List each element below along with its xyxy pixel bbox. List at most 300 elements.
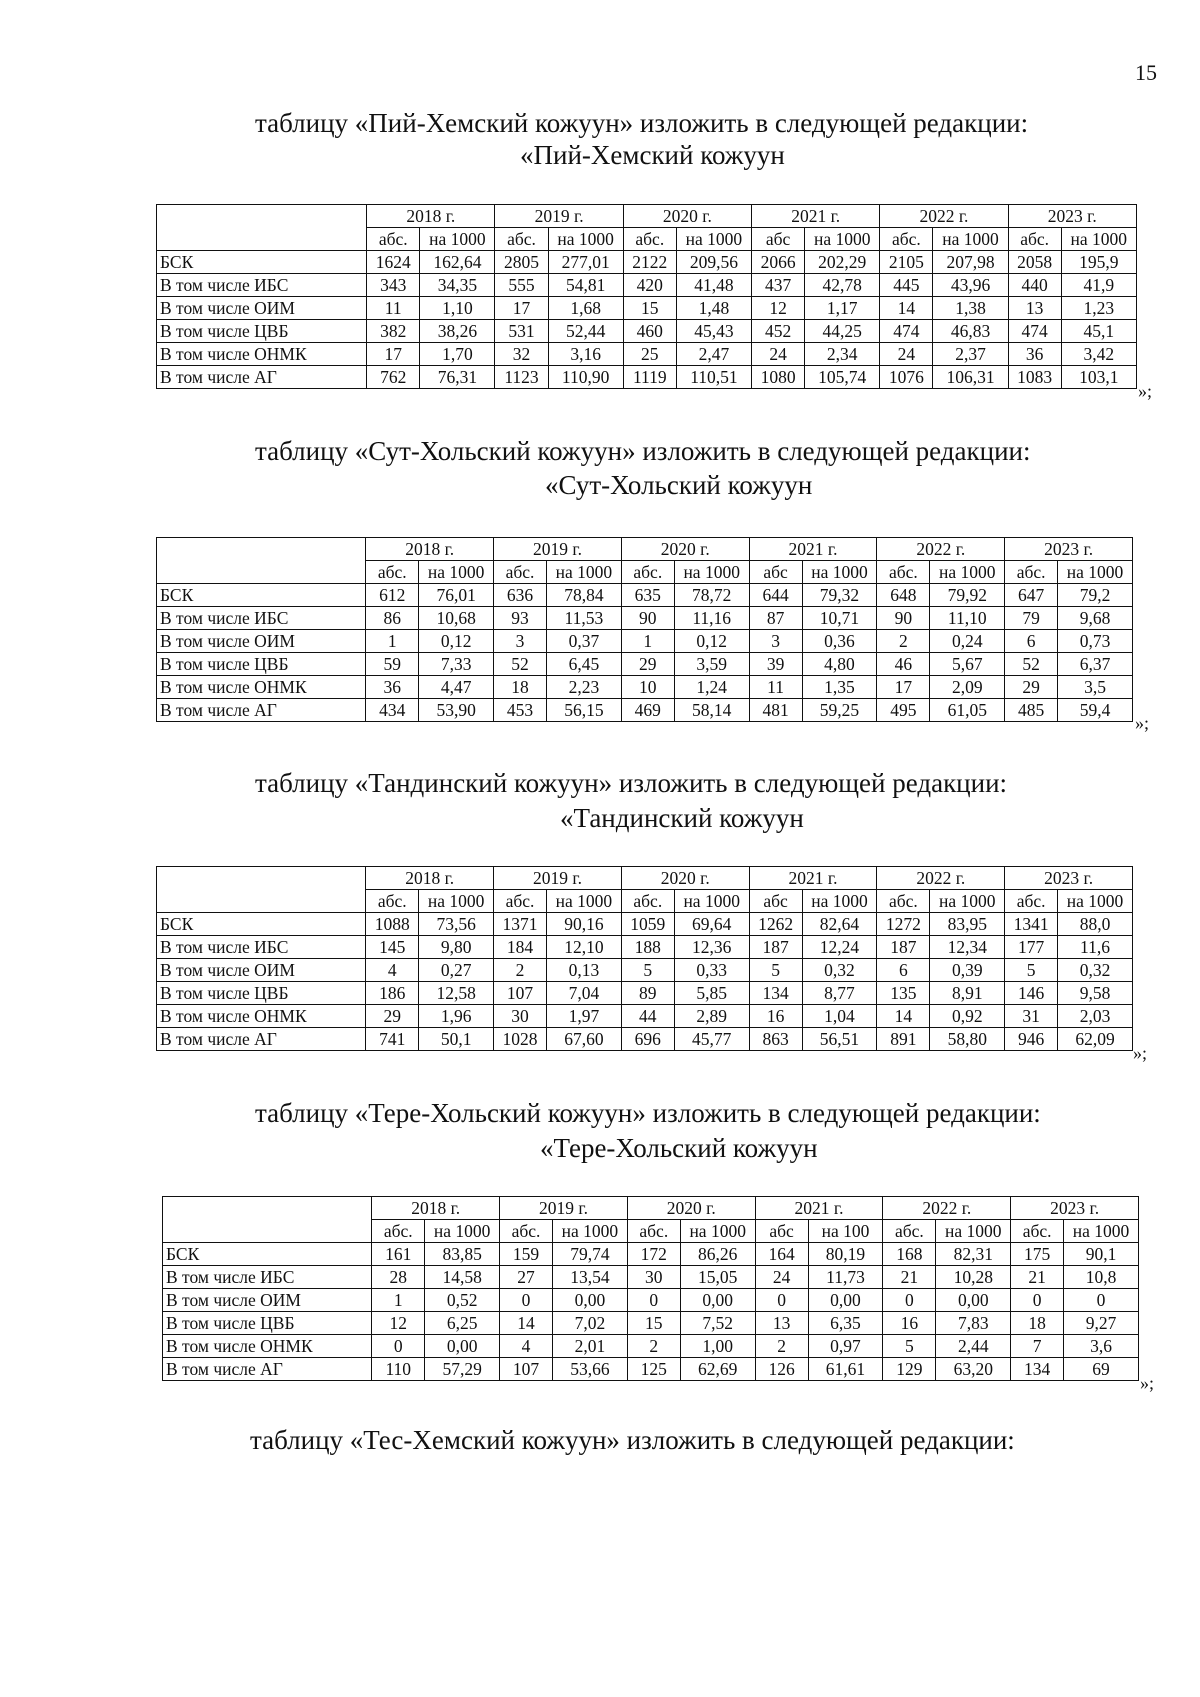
table-cell: 0 xyxy=(1011,1289,1064,1312)
table-cell: 24 xyxy=(880,343,933,366)
table-cell: 103,1 xyxy=(1061,366,1136,389)
table-cell: 11 xyxy=(749,676,802,699)
table-cell: 32 xyxy=(495,343,548,366)
section-intro: таблицу «Тес-Хемский кожуун» изложить в следующей редакции: xyxy=(250,1425,1015,1455)
table-cell: 2,03 xyxy=(1058,1005,1133,1028)
table-cell: 86 xyxy=(366,607,419,630)
table-cell: 1059 xyxy=(621,913,674,936)
table-row xyxy=(157,1028,1133,1051)
table-cell: 187 xyxy=(749,936,802,959)
table-cell: 1,96 xyxy=(419,1005,494,1028)
year-header: 2022 г. xyxy=(877,538,1005,561)
section-heading: «Пий-Хемский кожуун xyxy=(520,140,785,170)
row-label: В том числе ОИМ xyxy=(163,1289,372,1312)
table-cell: 14 xyxy=(877,1005,930,1028)
column-subheader: на 1000 xyxy=(1061,228,1136,251)
table-cell: 107 xyxy=(500,1358,553,1381)
table-cell: 36 xyxy=(366,676,419,699)
column-subheader: абс. xyxy=(1008,228,1061,251)
table-cell: 110,90 xyxy=(548,366,623,389)
table-cell: 0,12 xyxy=(674,630,749,653)
table-row xyxy=(157,630,1133,653)
table-cell: 209,56 xyxy=(676,251,751,274)
table-cell: 90,16 xyxy=(546,913,621,936)
table-cell: 15,05 xyxy=(680,1266,755,1289)
table-row xyxy=(157,913,1133,936)
table-cell: 1 xyxy=(366,630,419,653)
column-subheader: на 1000 xyxy=(936,1220,1011,1243)
table-row xyxy=(163,1335,1139,1358)
table-row xyxy=(157,1005,1133,1028)
table-cell: 9,58 xyxy=(1058,982,1133,1005)
table-cell: 2,47 xyxy=(676,343,751,366)
column-subheader: абс. xyxy=(495,228,548,251)
table-cell: 4,47 xyxy=(419,676,494,699)
column-subheader: на 1000 xyxy=(1058,561,1133,584)
year-header: 2018 г. xyxy=(366,867,494,890)
table-cell: 0,33 xyxy=(674,959,749,982)
table-cell: 76,01 xyxy=(419,584,494,607)
table-cell: 0,73 xyxy=(1058,630,1133,653)
table-cell: 1,10 xyxy=(420,297,495,320)
table-cell: 453 xyxy=(494,699,547,722)
table-cell: 382 xyxy=(367,320,420,343)
table-cell: 164 xyxy=(755,1243,808,1266)
table-cell: 440 xyxy=(1008,274,1061,297)
table-cell: 79,2 xyxy=(1058,584,1133,607)
table-cell: 2 xyxy=(494,959,547,982)
table-cell: 0,36 xyxy=(802,630,877,653)
table-cell: 18 xyxy=(1011,1312,1064,1335)
table-cell: 15 xyxy=(627,1312,680,1335)
table-cell: 93 xyxy=(494,607,547,630)
table-cell: 53,66 xyxy=(552,1358,627,1381)
table-cell: 1272 xyxy=(877,913,930,936)
table-cell: 696 xyxy=(621,1028,674,1051)
table-cell: 10,71 xyxy=(802,607,877,630)
row-label: В том числе ОНМК xyxy=(163,1335,372,1358)
section-intro: таблицу «Тере-Хольский кожуун» изложить в следующей редакции: xyxy=(255,1098,1041,1128)
column-subheader: на 1000 xyxy=(933,228,1008,251)
row-label: В том числе ЦВБ xyxy=(157,982,366,1005)
table-cell: 52 xyxy=(1005,653,1058,676)
table-cell: 5,67 xyxy=(930,653,1005,676)
table-cell: 0 xyxy=(627,1289,680,1312)
table-cell: 52,44 xyxy=(548,320,623,343)
table-cell: 28 xyxy=(372,1266,425,1289)
table-cell: 636 xyxy=(494,584,547,607)
table-cell: 69,64 xyxy=(674,913,749,936)
column-subheader: абс xyxy=(749,890,802,913)
table-cell: 29 xyxy=(1005,676,1058,699)
table-cell: 0,39 xyxy=(930,959,1005,982)
table-cell: 7,04 xyxy=(546,982,621,1005)
table-row xyxy=(157,936,1133,959)
table-cell: 12,36 xyxy=(674,936,749,959)
table-cell: 175 xyxy=(1011,1243,1064,1266)
table-cell: 41,9 xyxy=(1061,274,1136,297)
table-cell: 13 xyxy=(755,1312,808,1335)
row-label: В том числе ОИМ xyxy=(157,297,367,320)
table-cell: 18 xyxy=(494,676,547,699)
year-header: 2022 г. xyxy=(877,867,1005,890)
table-cell: 82,64 xyxy=(802,913,877,936)
row-label: В том числе ИБС xyxy=(163,1266,372,1289)
table-cell: 946 xyxy=(1005,1028,1058,1051)
column-subheader: на 1000 xyxy=(680,1220,755,1243)
table-cell: 2,34 xyxy=(805,343,880,366)
table-cell: 4 xyxy=(366,959,419,982)
table-row xyxy=(163,1312,1139,1335)
year-header: 2020 г. xyxy=(623,205,751,228)
year-header: 2021 г. xyxy=(752,205,880,228)
table-cell: 12 xyxy=(372,1312,425,1335)
table-cell: 0,12 xyxy=(419,630,494,653)
table-cell: 172 xyxy=(627,1243,680,1266)
closing-quote: »; xyxy=(1135,713,1150,733)
table-cell: 3,42 xyxy=(1061,343,1136,366)
table-cell: 110,51 xyxy=(676,366,751,389)
table-cell: 0 xyxy=(372,1335,425,1358)
table-row xyxy=(157,274,1137,297)
row-label: В том числе ЦВБ xyxy=(157,653,366,676)
table-cell: 134 xyxy=(1011,1358,1064,1381)
table-cell: 58,80 xyxy=(930,1028,1005,1051)
table-cell: 1123 xyxy=(495,366,548,389)
table-cell: 12,24 xyxy=(802,936,877,959)
corner-cell xyxy=(163,1197,372,1243)
table-cell: 89 xyxy=(621,982,674,1005)
column-subheader: абс xyxy=(755,1220,808,1243)
year-header: 2021 г. xyxy=(749,538,877,561)
table-cell: 7,83 xyxy=(936,1312,1011,1335)
table-cell: 69 xyxy=(1064,1358,1139,1381)
row-label: В том числе ИБС xyxy=(157,936,366,959)
table-cell: 531 xyxy=(495,320,548,343)
table-cell: 1,68 xyxy=(548,297,623,320)
table-cell: 29 xyxy=(621,653,674,676)
table-cell: 1,70 xyxy=(420,343,495,366)
table-cell: 1,35 xyxy=(802,676,877,699)
table-cell: 0,00 xyxy=(552,1289,627,1312)
table-row xyxy=(157,607,1133,630)
table-cell: 14 xyxy=(500,1312,553,1335)
table-cell: 15 xyxy=(623,297,676,320)
year-header: 2020 г. xyxy=(627,1197,755,1220)
table-cell: 90 xyxy=(621,607,674,630)
table-cell: 647 xyxy=(1005,584,1058,607)
table-cell: 555 xyxy=(495,274,548,297)
table-cell: 5 xyxy=(1005,959,1058,982)
table-cell: 126 xyxy=(755,1358,808,1381)
table-cell: 495 xyxy=(877,699,930,722)
section-heading: «Тандинский кожуун xyxy=(560,803,804,833)
table-cell: 0,37 xyxy=(546,630,621,653)
table-cell: 1 xyxy=(372,1289,425,1312)
column-subheader: на 1000 xyxy=(805,228,880,251)
column-subheader: на 1000 xyxy=(419,890,494,913)
column-subheader: на 1000 xyxy=(674,561,749,584)
table-cell: 2,01 xyxy=(552,1335,627,1358)
row-label: В том числе ОИМ xyxy=(157,630,366,653)
table-cell: 0,00 xyxy=(425,1335,500,1358)
table-cell: 16 xyxy=(749,1005,802,1028)
row-label: БСК xyxy=(157,584,366,607)
table-cell: 11,53 xyxy=(546,607,621,630)
table-cell: 13,54 xyxy=(552,1266,627,1289)
table-cell: 34,35 xyxy=(420,274,495,297)
year-header: 2023 г. xyxy=(1011,1197,1139,1220)
table-row xyxy=(157,320,1137,343)
table-row xyxy=(157,699,1133,722)
table-cell: 177 xyxy=(1005,936,1058,959)
table-cell: 0,97 xyxy=(808,1335,883,1358)
table-cell: 2,44 xyxy=(936,1335,1011,1358)
year-header: 2022 г. xyxy=(883,1197,1011,1220)
table-cell: 1262 xyxy=(749,913,802,936)
row-label: БСК xyxy=(157,251,367,274)
table-cell: 8,91 xyxy=(930,982,1005,1005)
table-cell: 46 xyxy=(877,653,930,676)
table-cell: 0 xyxy=(500,1289,553,1312)
table-cell: 79,74 xyxy=(552,1243,627,1266)
column-subheader: абс. xyxy=(372,1220,425,1243)
table-cell: 90,1 xyxy=(1064,1243,1139,1266)
table-cell: 1119 xyxy=(623,366,676,389)
table-cell: 1076 xyxy=(880,366,933,389)
table-cell: 6,25 xyxy=(425,1312,500,1335)
table-cell: 79 xyxy=(1005,607,1058,630)
table-cell: 0,00 xyxy=(808,1289,883,1312)
table-cell: 3,5 xyxy=(1058,676,1133,699)
table-cell: 445 xyxy=(880,274,933,297)
table-cell: 11,16 xyxy=(674,607,749,630)
table-cell: 184 xyxy=(494,936,547,959)
table-cell: 12,58 xyxy=(419,982,494,1005)
table-cell: 6 xyxy=(1005,630,1058,653)
table-cell: 50,1 xyxy=(419,1028,494,1051)
table-cell: 29 xyxy=(366,1005,419,1028)
table-cell: 134 xyxy=(749,982,802,1005)
table-cell: 61,05 xyxy=(930,699,1005,722)
column-subheader: абс. xyxy=(621,561,674,584)
table-cell: 56,51 xyxy=(802,1028,877,1051)
table-cell: 1,04 xyxy=(802,1005,877,1028)
table-cell: 27 xyxy=(500,1266,553,1289)
table-cell: 202,29 xyxy=(805,251,880,274)
table-cell: 21 xyxy=(883,1266,936,1289)
column-subheader: абс. xyxy=(367,228,420,251)
table-cell: 3,16 xyxy=(548,343,623,366)
table-cell: 0,52 xyxy=(425,1289,500,1312)
closing-quote: »; xyxy=(1133,1043,1148,1063)
table-cell: 146 xyxy=(1005,982,1058,1005)
table-cell: 86,26 xyxy=(680,1243,755,1266)
table-cell: 3 xyxy=(749,630,802,653)
row-label: В том числе ЦВБ xyxy=(163,1312,372,1335)
row-label: БСК xyxy=(163,1243,372,1266)
table-cell: 107 xyxy=(494,982,547,1005)
table-cell: 54,81 xyxy=(548,274,623,297)
table-cell: 1,48 xyxy=(676,297,751,320)
table-cell: 129 xyxy=(883,1358,936,1381)
table-cell: 11,73 xyxy=(808,1266,883,1289)
column-subheader: на 1000 xyxy=(1064,1220,1139,1243)
closing-quote: »; xyxy=(1138,381,1153,401)
table-cell: 105,74 xyxy=(805,366,880,389)
section-intro: таблицу «Сут-Хольский кожуун» изложить в следующей редакции: xyxy=(255,436,1031,466)
table-row xyxy=(157,366,1137,389)
table-row xyxy=(157,343,1137,366)
table-cell: 635 xyxy=(621,584,674,607)
table-cell: 30 xyxy=(627,1266,680,1289)
table-cell: 11,10 xyxy=(930,607,1005,630)
row-label: В том числе ИБС xyxy=(157,274,367,297)
table-cell: 90 xyxy=(877,607,930,630)
section-heading: «Сут-Хольский кожуун xyxy=(545,470,813,500)
column-subheader: на 1000 xyxy=(802,561,877,584)
column-subheader: абс. xyxy=(883,1220,936,1243)
corner-cell xyxy=(157,538,366,584)
table-cell: 6,45 xyxy=(546,653,621,676)
row-label: В том числе ОНМК xyxy=(157,676,366,699)
column-subheader: на 1000 xyxy=(546,890,621,913)
table-row xyxy=(157,297,1137,320)
table-cell: 82,31 xyxy=(936,1243,1011,1266)
table-row xyxy=(157,959,1133,982)
table-cell: 437 xyxy=(752,274,805,297)
table-cell: 125 xyxy=(627,1358,680,1381)
table-cell: 2122 xyxy=(623,251,676,274)
column-subheader: абс. xyxy=(623,228,676,251)
table-cell: 53,90 xyxy=(419,699,494,722)
table-cell: 4 xyxy=(500,1335,553,1358)
table-row xyxy=(157,584,1133,607)
table-cell: 8,77 xyxy=(802,982,877,1005)
table-cell: 145 xyxy=(366,936,419,959)
table-cell: 10,28 xyxy=(936,1266,1011,1289)
table-cell: 434 xyxy=(366,699,419,722)
table-cell: 460 xyxy=(623,320,676,343)
table-cell: 1,97 xyxy=(546,1005,621,1028)
column-subheader: на 1000 xyxy=(930,890,1005,913)
column-subheader: абс. xyxy=(627,1220,680,1243)
table-cell: 0,27 xyxy=(419,959,494,982)
table-cell: 76,31 xyxy=(420,366,495,389)
table-cell: 195,9 xyxy=(1061,251,1136,274)
table-cell: 2,89 xyxy=(674,1005,749,1028)
table-cell: 469 xyxy=(621,699,674,722)
column-subheader: на 1000 xyxy=(802,890,877,913)
table-cell: 612 xyxy=(366,584,419,607)
column-subheader: на 1000 xyxy=(674,890,749,913)
table-cell: 10,68 xyxy=(419,607,494,630)
column-subheader: абс. xyxy=(877,561,930,584)
column-subheader: абс. xyxy=(500,1220,553,1243)
table-cell: 1341 xyxy=(1005,913,1058,936)
table-cell: 14,58 xyxy=(425,1266,500,1289)
table-cell: 1371 xyxy=(494,913,547,936)
table-cell: 2805 xyxy=(495,251,548,274)
table-cell: 106,31 xyxy=(933,366,1008,389)
table-cell: 3 xyxy=(494,630,547,653)
closing-quote: »; xyxy=(1140,1373,1155,1393)
table-cell: 3,6 xyxy=(1064,1335,1139,1358)
row-label: В том числе ОНМК xyxy=(157,1005,366,1028)
corner-cell xyxy=(157,867,366,913)
year-header: 2019 г. xyxy=(494,867,622,890)
year-header-row xyxy=(157,205,1137,228)
table-cell: 110 xyxy=(372,1358,425,1381)
column-subheader: абс. xyxy=(366,890,419,913)
table-row xyxy=(163,1358,1139,1381)
table-cell: 0,32 xyxy=(1058,959,1133,982)
table-cell: 481 xyxy=(749,699,802,722)
column-subheader: на 1000 xyxy=(420,228,495,251)
table-row xyxy=(157,653,1133,676)
section-heading: «Тере-Хольский кожуун xyxy=(540,1133,818,1163)
table-cell: 2 xyxy=(755,1335,808,1358)
year-header: 2023 г. xyxy=(1005,867,1133,890)
table-cell: 63,20 xyxy=(936,1358,1011,1381)
year-header: 2023 г. xyxy=(1005,538,1133,561)
table-cell: 45,43 xyxy=(676,320,751,343)
table-cell: 485 xyxy=(1005,699,1058,722)
column-subheader: на 1000 xyxy=(930,561,1005,584)
year-header: 2018 г. xyxy=(372,1197,500,1220)
table-cell: 11 xyxy=(367,297,420,320)
table-cell: 474 xyxy=(1008,320,1061,343)
section-intro: таблицу «Пий-Хемский кожуун» изложить в следующей редакции: xyxy=(255,108,1029,138)
table-cell: 31 xyxy=(1005,1005,1058,1028)
table-cell: 42,78 xyxy=(805,274,880,297)
table-cell: 11,6 xyxy=(1058,936,1133,959)
table-cell: 38,26 xyxy=(420,320,495,343)
data-table xyxy=(156,204,1137,389)
column-subheader: абс xyxy=(749,561,802,584)
table-cell: 83,85 xyxy=(425,1243,500,1266)
table-cell: 14 xyxy=(880,297,933,320)
table-cell: 59,25 xyxy=(802,699,877,722)
table-cell: 762 xyxy=(367,366,420,389)
table-cell: 62,69 xyxy=(680,1358,755,1381)
column-subheader: на 1000 xyxy=(546,561,621,584)
year-header: 2021 г. xyxy=(755,1197,883,1220)
table-cell: 0,92 xyxy=(930,1005,1005,1028)
table-cell: 1088 xyxy=(366,913,419,936)
column-subheader: абс. xyxy=(1005,561,1058,584)
table-cell: 6,35 xyxy=(808,1312,883,1335)
table-cell: 80,19 xyxy=(808,1243,883,1266)
table-cell: 10 xyxy=(621,676,674,699)
year-header: 2021 г. xyxy=(749,867,877,890)
table-cell: 1,23 xyxy=(1061,297,1136,320)
column-subheader: на 1000 xyxy=(548,228,623,251)
row-label: В том числе АГ xyxy=(157,1028,366,1051)
column-subheader: на 1000 xyxy=(1058,890,1133,913)
table-cell: 83,95 xyxy=(930,913,1005,936)
table-cell: 12,10 xyxy=(546,936,621,959)
year-header: 2022 г. xyxy=(880,205,1008,228)
table-cell: 7,02 xyxy=(552,1312,627,1335)
table-cell: 2,37 xyxy=(933,343,1008,366)
table-cell: 0,24 xyxy=(930,630,1005,653)
table-cell: 45,77 xyxy=(674,1028,749,1051)
table-cell: 2,23 xyxy=(546,676,621,699)
column-subheader: абс. xyxy=(494,890,547,913)
table-cell: 21 xyxy=(1011,1266,1064,1289)
column-subheader: на 1000 xyxy=(676,228,751,251)
